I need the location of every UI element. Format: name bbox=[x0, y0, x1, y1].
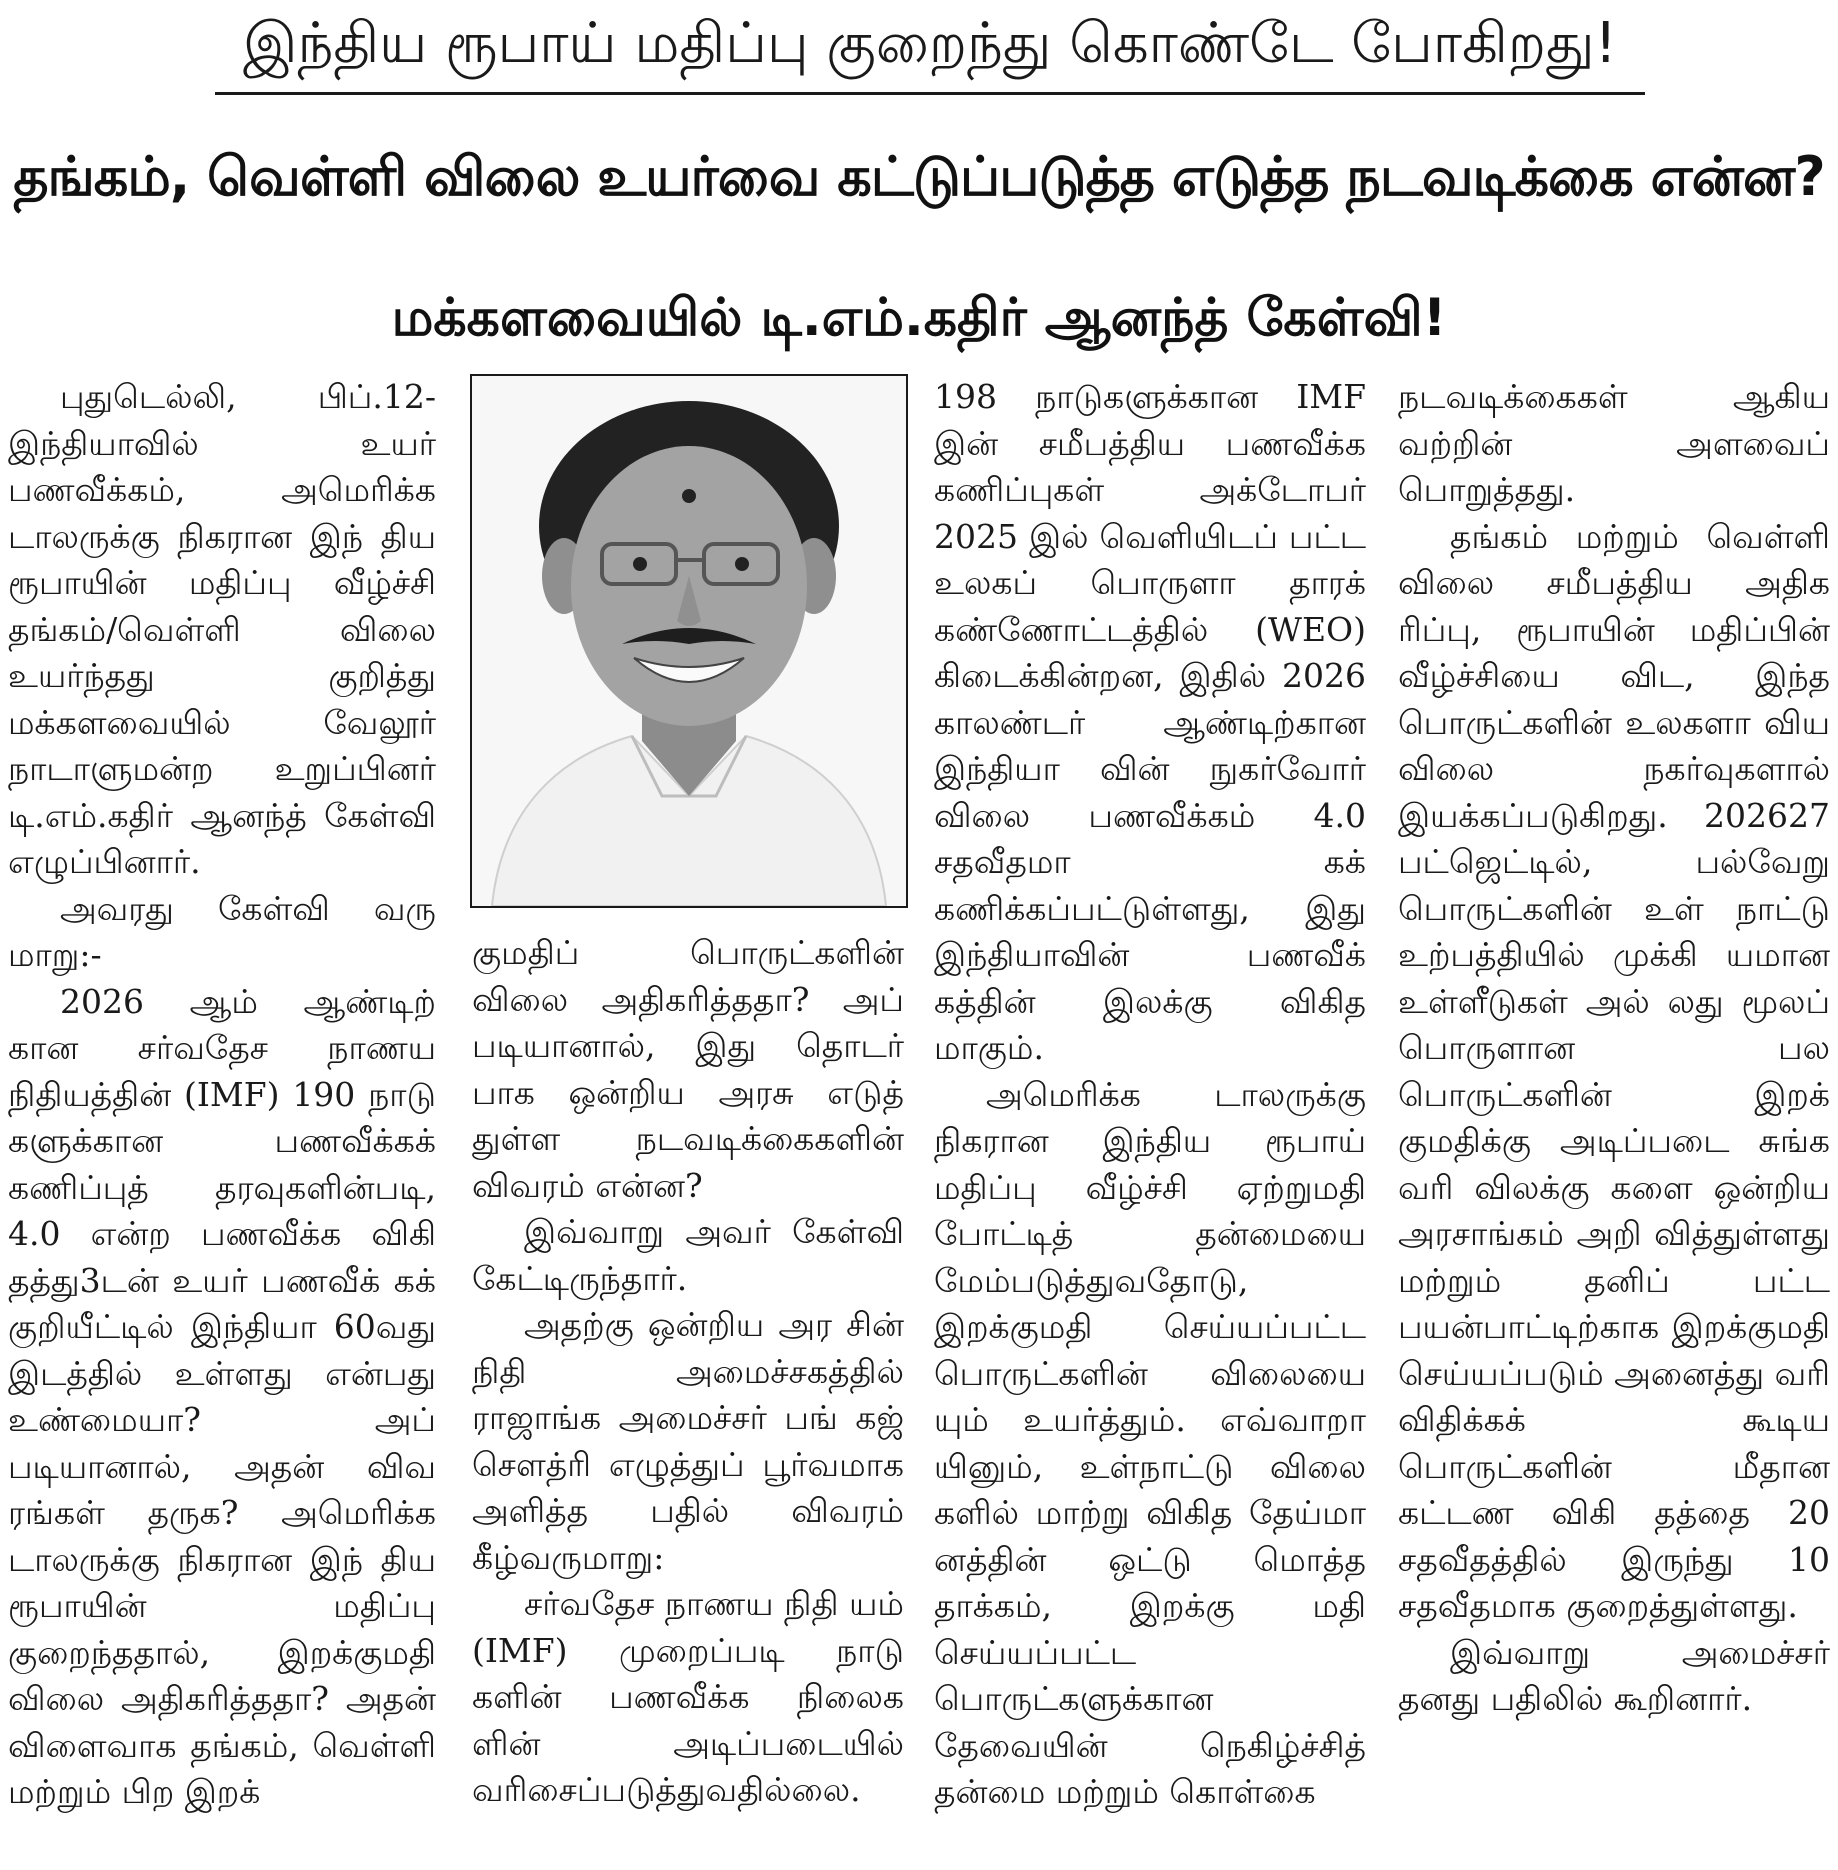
col1-paragraph: 2026 ஆம் ஆண்டிற் கான சர்வதேச நாணய நிதியத்தின் (IMF) 190 நாடு களுக்கான பணவீக்கக் கணிப்புத் தரவுகளின்படி, 4.0 என்ற பணவீக்க விகி தத்து3டன் உயர் பணவீக் கக் குறியீட்டில் இந்தியா 60வது இடத்தில் உள்ளது என்பது உண்மையா? அப் படியானால், அதன் விவ ரங்கள் தருக? அமெரிக்க டாலருக்கு நிகரான இந் திய ரூபாயின் மதிப்பு குறைந்ததால், இறக்குமதி விலை அதிகரித்ததா? அதன் விளைவாக தங்கம், வெள்ளி மற்றும் பிற இறக் bbox=[8, 981, 436, 1811]
col4-paragraph: நடவடிக்கைகள் ஆகிய வற்றின் அளவைப் பொறுத்தது. bbox=[1398, 377, 1830, 509]
article-column-1 bbox=[8, 374, 436, 1816]
portrait-photo bbox=[470, 374, 908, 908]
article-column-3 bbox=[934, 374, 1366, 1816]
col4-paragraph: இவ்வாறு அமைச்சர் தனது பதிலில் கூறினார். bbox=[1398, 1632, 1830, 1718]
sub-headline: மக்களவையில் டி.எம்.கதிர் ஆனந்த் கேள்வி! bbox=[391, 288, 1447, 348]
headline-rule bbox=[215, 92, 1645, 95]
col1-paragraph: புதுடெல்லி, பிப்.12- இந்தியாவில் உயர் பணவீக்கம், அமெரிக்க டாலருக்கு நிகரான இந் திய ரூபாயின் மதிப்பு வீழ்ச்சி தங்கம்/வெள்ளி விலை உயர்ந்தது குறித்து மக்களவையில் வேலூர் நாடாளுமன்ற உறுப்பினர் டி.எம்.கதிர் ஆனந்த் கேள்வி எழுப்பினார். bbox=[8, 377, 436, 881]
col3-paragraph: 198 நாடுகளுக்கான IMF இன் சமீபத்திய பணவீக்க கணிப்புகள் அக்டோபர் 2025 இல் வெளியிடப் பட்ட உலகப் பொருளா தாரக் கண்ணோட்டத்தில் (WEO) கிடைக்கின்றன, இதில் 2026 காலண்டர் ஆண்டிற்கான இந்தியா வின் நுகர்வோர் விலை பணவீக்கம் 4.0 சதவீதமா கக் கணிக்கப்பட்டுள்ளது, இது இந்தியாவின் பணவீக் கத்தின் இலக்கு விகித மாகும். bbox=[934, 377, 1366, 1067]
portrait-image bbox=[472, 376, 906, 906]
kicker-headline: இந்திய ரூபாய் மதிப்பு குறைந்து கொண்டே போகிறது! bbox=[242, 11, 1618, 76]
col2-paragraph: குமதிப் பொருட்களின் விலை அதிகரித்ததா? அப் படியானால், இது தொடர் பாக ஒன்றிய அரசு எடுத் துள்ள நடவடிக்கைகளின் விவரம் என்ன? bbox=[472, 933, 904, 1205]
col2-paragraph: அதற்கு ஒன்றிய அர சின் நிதி அமைச்சகத்தில் ராஜாங்க அமைச்சர் பங் கஜ் சௌத்ரி எழுத்துப் பூர்வமாக அளித்த பதில் விவரம் கீழ்வருமாறு: bbox=[472, 1305, 904, 1577]
col2-paragraph: சர்வதேச நாணய நிதி யம் (IMF) முறைப்படி நாடு களின் பணவீக்க நிலைக ளின் அடிப்படையில் வரிசைப்படுத்துவதில்லை. bbox=[472, 1584, 904, 1809]
col1-paragraph: அவரது கேள்வி வரு மாறு:- bbox=[8, 888, 436, 974]
article-column-4 bbox=[1398, 374, 1830, 1723]
col2-paragraph: இவ்வாறு அவர் கேள்வி கேட்டிருந்தார். bbox=[472, 1212, 904, 1298]
article-column-2 bbox=[472, 930, 904, 1814]
col3-paragraph: அமெரிக்க டாலருக்கு நிகரான இந்திய ரூபாய் மதிப்பு வீழ்ச்சி ஏற்றுமதி போட்டித் தன்மையை மேம்படுத்துவதோடு, இறக்குமதி செய்யப்பட்ட பொருட்களின் விலையை யும் உயர்த்தும். எவ்வாறா யினும், உள்நாட்டு விலை களில் மாற்று விகித தேய்மா னத்தின் ஒட்டு மொத்த தாக்கம், இறக்கு மதி செய்யப்பட்ட பொருட்களுக்கான தேவையின் நெகிழ்ச்சித் தன்மை மற்றும் கொள்கை bbox=[934, 1074, 1366, 1811]
col4-paragraph: தங்கம் மற்றும் வெள்ளி விலை சமீபத்திய அதிக ரிப்பு, ரூபாயின் மதிப்பின் வீழ்ச்சியை விட, இந்த பொருட்களின் உலகளா விய விலை நகர்வுகளால் இயக்கப்படுகிறது. 202627 பட்ஜெட்டில், பல்வேறு பொருட்களின் உள் நாட்டு உற்பத்தியில் முக்கி யமான உள்ளீடுகள் அல் லது மூலப் பொருளான பல பொருட்களின் இறக் குமதிக்கு அடிப்படை சுங்க வரி விலக்கு களை ஒன்றிய அரசாங்கம் அறி வித்துள்ளது மற்றும் தனிப் பட்ட பயன்பாட்டிற்காக இறக்குமதி செய்யப்படும் அனைத்து வரி விதிக்கக் கூடிய பொருட்களின் மீதான கட்டண விகி தத்தை 20 சதவீதத்தில் இருந்து 10 சதவீதமாக குறைத்துள்ளது. bbox=[1398, 516, 1830, 1625]
main-headline: தங்கம், வெள்ளி விலை உயர்வை கட்டுப்படுத்த எடுத்த நடவடிக்கை என்ன? bbox=[13, 145, 1825, 208]
